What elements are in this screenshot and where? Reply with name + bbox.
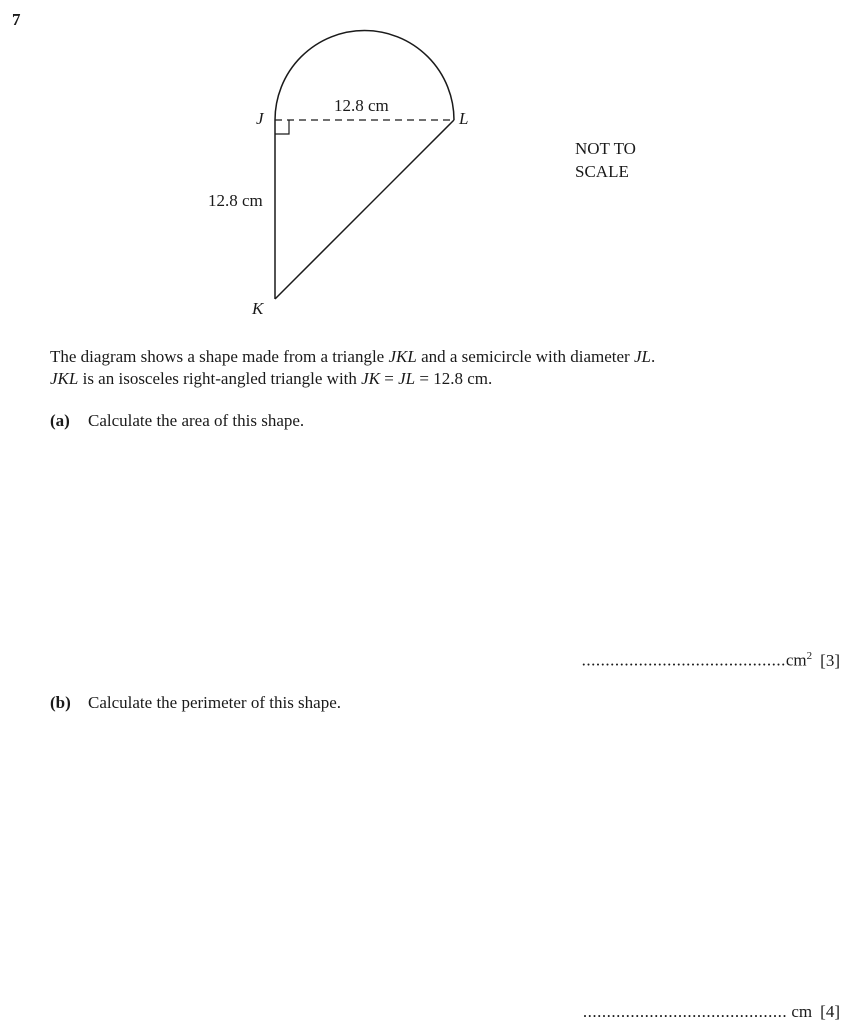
part-b-text: Calculate the perimeter of this shape. [88, 693, 342, 712]
statement-italic: JL [398, 369, 416, 388]
part-a-question [50, 411, 304, 431]
statement-line-1 [50, 346, 830, 368]
statement-line-2 [50, 368, 830, 390]
part-a-answer-line[interactable] [582, 650, 840, 671]
shape-diagram [0, 0, 853, 340]
statement-text: and a semicircle with diameter [416, 347, 634, 366]
part-b-marks: [4] [820, 1002, 840, 1021]
statement-text: = [380, 369, 399, 388]
part-a-unit: cm [785, 650, 807, 670]
vertex-label-j: J [256, 109, 264, 128]
statement-italic: JKL [50, 369, 79, 388]
statement-italic: JL [633, 347, 651, 366]
question-number: 7 [12, 10, 21, 29]
not-to-scale-line2: SCALE [575, 162, 629, 181]
statement-text: = 12.8 cm. [415, 369, 493, 388]
part-a-answer-dots[interactable]: ........................................... [581, 650, 786, 670]
part-b-question [50, 693, 341, 713]
part-b-label: (b) [50, 693, 71, 712]
part-b-unit: cm [791, 1002, 813, 1021]
not-to-scale-line1: NOT TO [575, 139, 636, 158]
part-b-answer-line[interactable] [583, 1002, 840, 1022]
part-a-marks: [3] [820, 650, 840, 670]
right-angle-marker [275, 120, 289, 134]
part-a-label: (a) [50, 411, 70, 430]
statement-italic: JK [361, 369, 381, 388]
problem-statement [50, 346, 830, 390]
vertex-label-k: K [252, 299, 264, 318]
statement-italic: JKL [388, 347, 417, 366]
length-label-jk: 12.8 cm [208, 191, 263, 210]
statement-text: . [650, 347, 656, 366]
part-a-text: Calculate the area of this shape. [88, 411, 305, 430]
not-to-scale-note [575, 137, 695, 183]
part-b-answer-dots[interactable]: ........................................... [582, 1002, 788, 1021]
vertex-label-l: L [459, 109, 469, 128]
statement-text: The diagram shows a shape made from a triangle [50, 347, 389, 366]
side-kl [275, 120, 454, 299]
part-a-unit-power: 2 [806, 650, 813, 662]
length-label-jl: 12.8 cm [334, 96, 389, 115]
statement-text: is an isosceles right-angled triangle with [78, 369, 362, 388]
